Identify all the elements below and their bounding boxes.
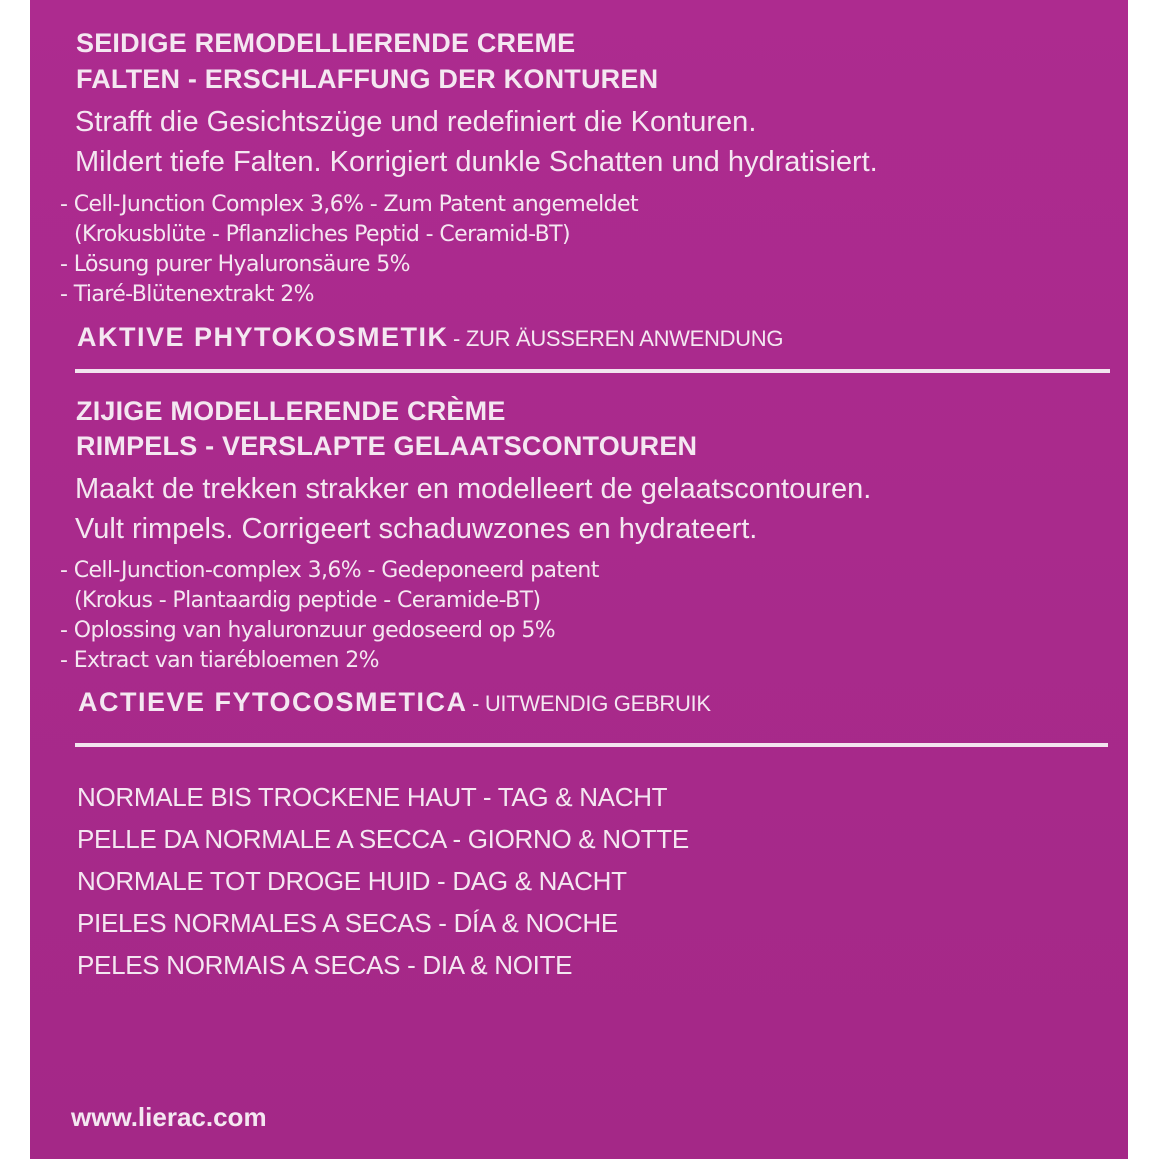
dutch-ingredient-line: - Cell-Junction-complex 3,6% - Gedeponeerd patent bbox=[60, 558, 599, 583]
skin-type-line: PIELES NORMALES A SECAS - DÍA & NOCHE bbox=[77, 908, 618, 938]
german-claim-line: Strafft die Gesichtszüge und redefiniert die Konturen. bbox=[75, 106, 757, 138]
skin-type-line: PELES NORMAIS A SECAS - DIA & NOITE bbox=[77, 950, 573, 980]
german-product-subtitle: FALTEN - ERSCHLAFFUNG DER KONTUREN bbox=[76, 64, 659, 94]
german-ingredient-line: - Cell-Junction Complex 3,6% - Zum Patent angemeldet bbox=[60, 192, 638, 217]
skin-type-line: NORMALE TOT DROGE HUID - DAG & NACHT bbox=[77, 866, 627, 896]
dutch-category-label: ACTIEVE FYTOCOSMETICA bbox=[78, 687, 468, 717]
section-divider bbox=[75, 743, 1108, 747]
german-claim-line: Mildert tiefe Falten. Korrigiert dunkle Schatten und hydratisiert. bbox=[75, 146, 878, 178]
german-usage-label: - ZUR ÄUSSEREN ANWENDUNG bbox=[453, 326, 784, 351]
dutch-claim-line: Maakt de trekken strakker en modelleert de gelaatscontouren. bbox=[75, 473, 872, 505]
dutch-ingredient-line: - Oplossing van hyaluronzuur gedoseerd op 5% bbox=[60, 618, 556, 643]
dutch-usage-label: - UITWENDIG GEBRUIK bbox=[471, 691, 711, 716]
section-divider bbox=[75, 369, 1110, 373]
dutch-category-line bbox=[78, 687, 711, 718]
german-ingredient-line: - Tiaré-Blütenextrakt 2% bbox=[60, 282, 314, 307]
german-ingredient-line: (Krokusblüte - Pflanzliches Peptid - Ceramid-BT) bbox=[74, 222, 570, 247]
german-category-line bbox=[77, 322, 783, 353]
german-product-title: SEIDIGE REMODELLIERENDE CREME bbox=[76, 28, 576, 58]
dutch-product-title: ZIJIGE MODELLERENDE CRÈME bbox=[76, 396, 506, 426]
dutch-ingredient-line: - Extract van tiarébloemen 2% bbox=[60, 648, 379, 673]
german-category-label: AKTIVE PHYTOKOSMETIK bbox=[77, 322, 449, 352]
skin-type-line: NORMALE BIS TROCKENE HAUT - TAG & NACHT bbox=[77, 782, 668, 812]
dutch-product-subtitle: RIMPELS - VERSLAPTE GELAATSCONTOUREN bbox=[76, 431, 698, 461]
skin-type-line: PELLE DA NORMALE A SECCA - GIORNO & NOTTE bbox=[77, 824, 689, 854]
dutch-claim-line: Vult rimpels. Corrigeert schaduwzones en hydrateert. bbox=[75, 513, 758, 545]
website-link[interactable]: www.lierac.com bbox=[71, 1102, 267, 1132]
german-ingredient-line: - Lösung purer Hyaluronsäure 5% bbox=[60, 252, 410, 277]
dutch-ingredient-line: (Krokus - Plantaardig peptide - Ceramide-BT) bbox=[74, 588, 541, 613]
product-box-panel bbox=[30, 0, 1128, 1159]
